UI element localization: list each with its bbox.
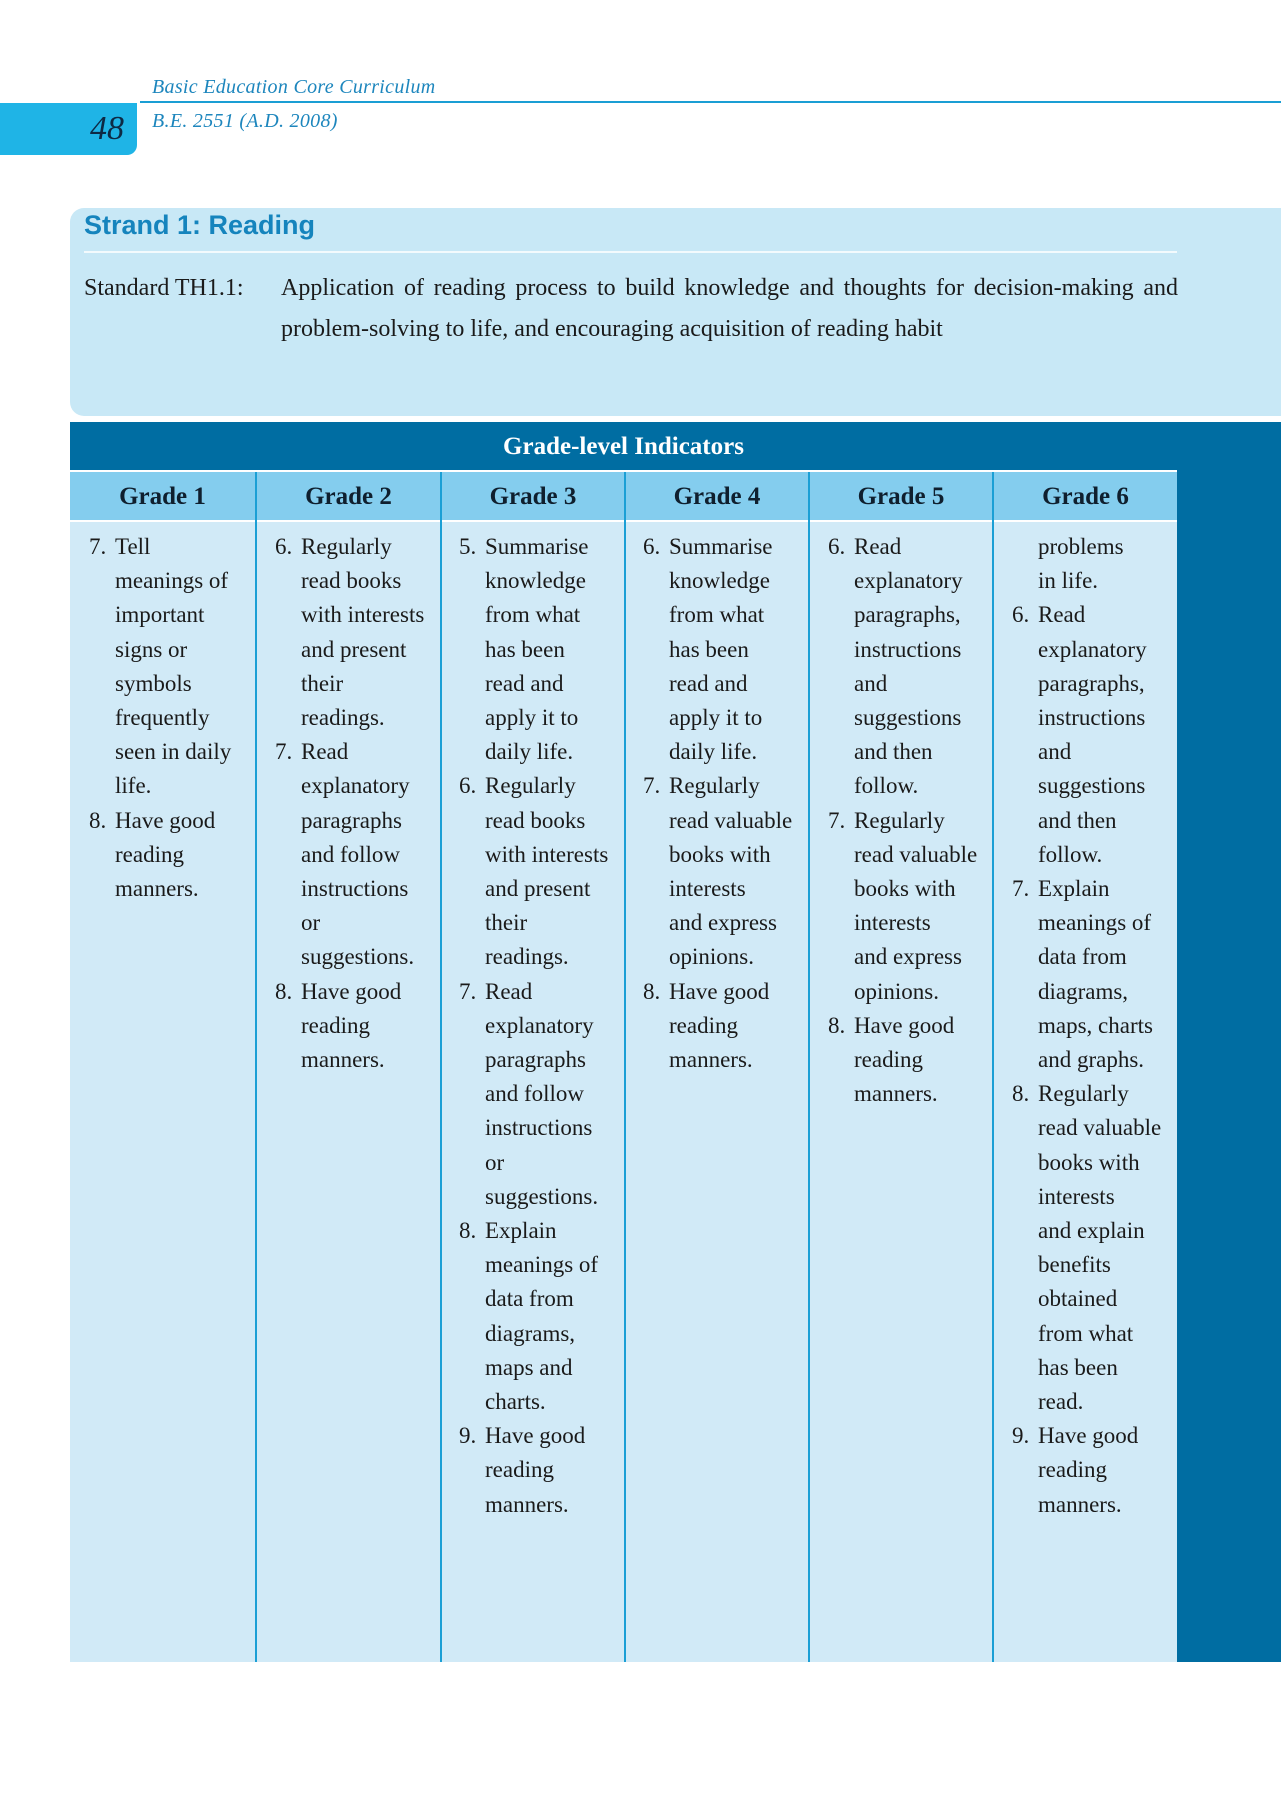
curriculum-year: B.E. 2551 (A.D. 2008) <box>152 110 338 132</box>
strand-title: Strand 1: Reading <box>84 210 316 240</box>
grade-3-indicators <box>459 530 624 1522</box>
indicator-number: 9. <box>1012 1423 1030 1449</box>
grade-2-indicators <box>275 530 440 1077</box>
grade-6-header: Grade 6 <box>994 472 1177 520</box>
indicator-item <box>643 975 808 1078</box>
header-rule <box>140 101 1281 103</box>
indicator-text: Summarise knowledge from what has been read and apply it to daily life. <box>669 534 773 765</box>
indicator-item <box>89 804 255 907</box>
indicator-number: 7. <box>89 534 107 559</box>
indicator-item <box>1012 1077 1177 1419</box>
grade-3-header: Grade 3 <box>442 472 624 520</box>
indicator-text: Read explanatory paragraphs and follow instructions or suggestions. <box>301 739 415 970</box>
indicator-item <box>275 735 440 974</box>
grade-4-indicators <box>643 530 808 1077</box>
indicator-number: 7. <box>828 807 846 833</box>
indicator-number: 8. <box>828 1012 846 1038</box>
column-divider <box>992 472 994 1662</box>
indicator-item <box>89 530 255 804</box>
grade-5-header: Grade 5 <box>810 472 992 520</box>
page-number: 48 <box>90 110 124 147</box>
indicator-text: Read explanatory paragraphs and follow instructions or suggestions. <box>485 978 599 1209</box>
indicator-item <box>459 1214 624 1419</box>
indicator-text: Explain meanings of data from diagrams, maps and charts. <box>485 1218 599 1415</box>
indicator-number: 8. <box>1012 1081 1030 1107</box>
indicator-text: Tell meanings of important signs or symbols frequently seen in daily life. <box>115 534 232 799</box>
side-color-bar <box>1177 422 1281 1662</box>
column-divider <box>255 472 257 1662</box>
indicator-item <box>459 975 624 1214</box>
column-divider <box>624 472 626 1662</box>
indicator-continuation: problems in life. <box>1038 534 1124 594</box>
strand-divider <box>84 251 1177 253</box>
grade-5-indicators <box>828 530 992 1111</box>
indicator-text: Have good reading manners. <box>301 978 402 1073</box>
grade-4-header: Grade 4 <box>626 472 808 520</box>
grade-1-header: Grade 1 <box>70 472 255 520</box>
indicator-number: 6. <box>459 773 477 799</box>
grade-2-header: Grade 2 <box>257 472 440 520</box>
indicator-number: 7. <box>643 773 661 799</box>
indicator-item <box>459 769 624 974</box>
indicator-item <box>643 769 808 974</box>
indicator-text: Summarise knowledge from what has been read and apply it to daily life. <box>485 534 589 765</box>
column-divider <box>440 472 442 1662</box>
indicator-number: 5. <box>459 534 477 559</box>
indicator-number: 6. <box>828 534 846 559</box>
indicator-number: 8. <box>89 807 107 833</box>
indicator-text: Have good reading manners. <box>669 978 770 1073</box>
column-divider <box>808 472 810 1662</box>
indicator-item <box>459 530 624 769</box>
indicator-item <box>1012 598 1177 872</box>
indicator-item <box>828 1009 992 1112</box>
indicator-item <box>1012 1419 1177 1522</box>
indicator-item <box>459 1419 624 1522</box>
indicator-item <box>1012 872 1177 1077</box>
indicator-text: Have good reading manners. <box>1038 1423 1139 1517</box>
indicator-text: Have good reading manners. <box>485 1423 586 1517</box>
indicators-title: Grade-level Indicators <box>503 433 744 460</box>
indicator-text: Regularly read valuable books with interests and express opinions. <box>854 807 978 1004</box>
indicator-number: 7. <box>275 739 293 765</box>
indicator-number: 8. <box>275 978 293 1004</box>
indicator-item <box>643 530 808 769</box>
indicator-text: Have good reading manners. <box>115 807 216 902</box>
indicator-text: Explain meanings of data from diagrams, maps, charts and graphs. <box>1038 876 1153 1073</box>
grade-6-indicators <box>1012 530 1177 1522</box>
indicator-number: 6. <box>643 534 661 559</box>
standard-label: Standard TH1.1: <box>84 275 244 301</box>
indicator-text: Regularly read valuable books with interests and explain benefits obtained from what has been read. <box>1038 1081 1162 1415</box>
indicator-number: 7. <box>1012 876 1030 902</box>
indicator-number: 8. <box>643 978 661 1004</box>
indicator-item <box>275 975 440 1078</box>
indicator-text: Read explanatory paragraphs, instructions and suggestions and then follow. <box>1038 602 1147 867</box>
indicator-text: Regularly read books with interests and present their readings. <box>301 534 425 731</box>
standard-text: Application of reading process to build knowledge and thoughts for decision-making and problem-solving to life, and encouraging acquisition of reading habit <box>281 275 1178 342</box>
grade-1-indicators <box>89 530 255 906</box>
indicator-number: 9. <box>459 1423 477 1449</box>
indicator-number: 8. <box>459 1218 477 1244</box>
curriculum-title: Basic Education Core Curriculum <box>152 76 436 98</box>
indicator-number: 7. <box>459 978 477 1004</box>
indicator-number: 6. <box>1012 602 1030 628</box>
indicator-number: 6. <box>275 534 293 559</box>
indicator-item <box>828 530 992 804</box>
indicator-text: Regularly read valuable books with interests and express opinions. <box>669 773 793 970</box>
indicator-item <box>828 804 992 1009</box>
indicator-item <box>275 530 440 735</box>
indicator-text: Regularly read books with interests and present their readings. <box>485 773 609 970</box>
indicator-text: Read explanatory paragraphs, instructions and suggestions and then follow. <box>854 534 963 799</box>
indicator-text: Have good reading manners. <box>854 1012 955 1107</box>
